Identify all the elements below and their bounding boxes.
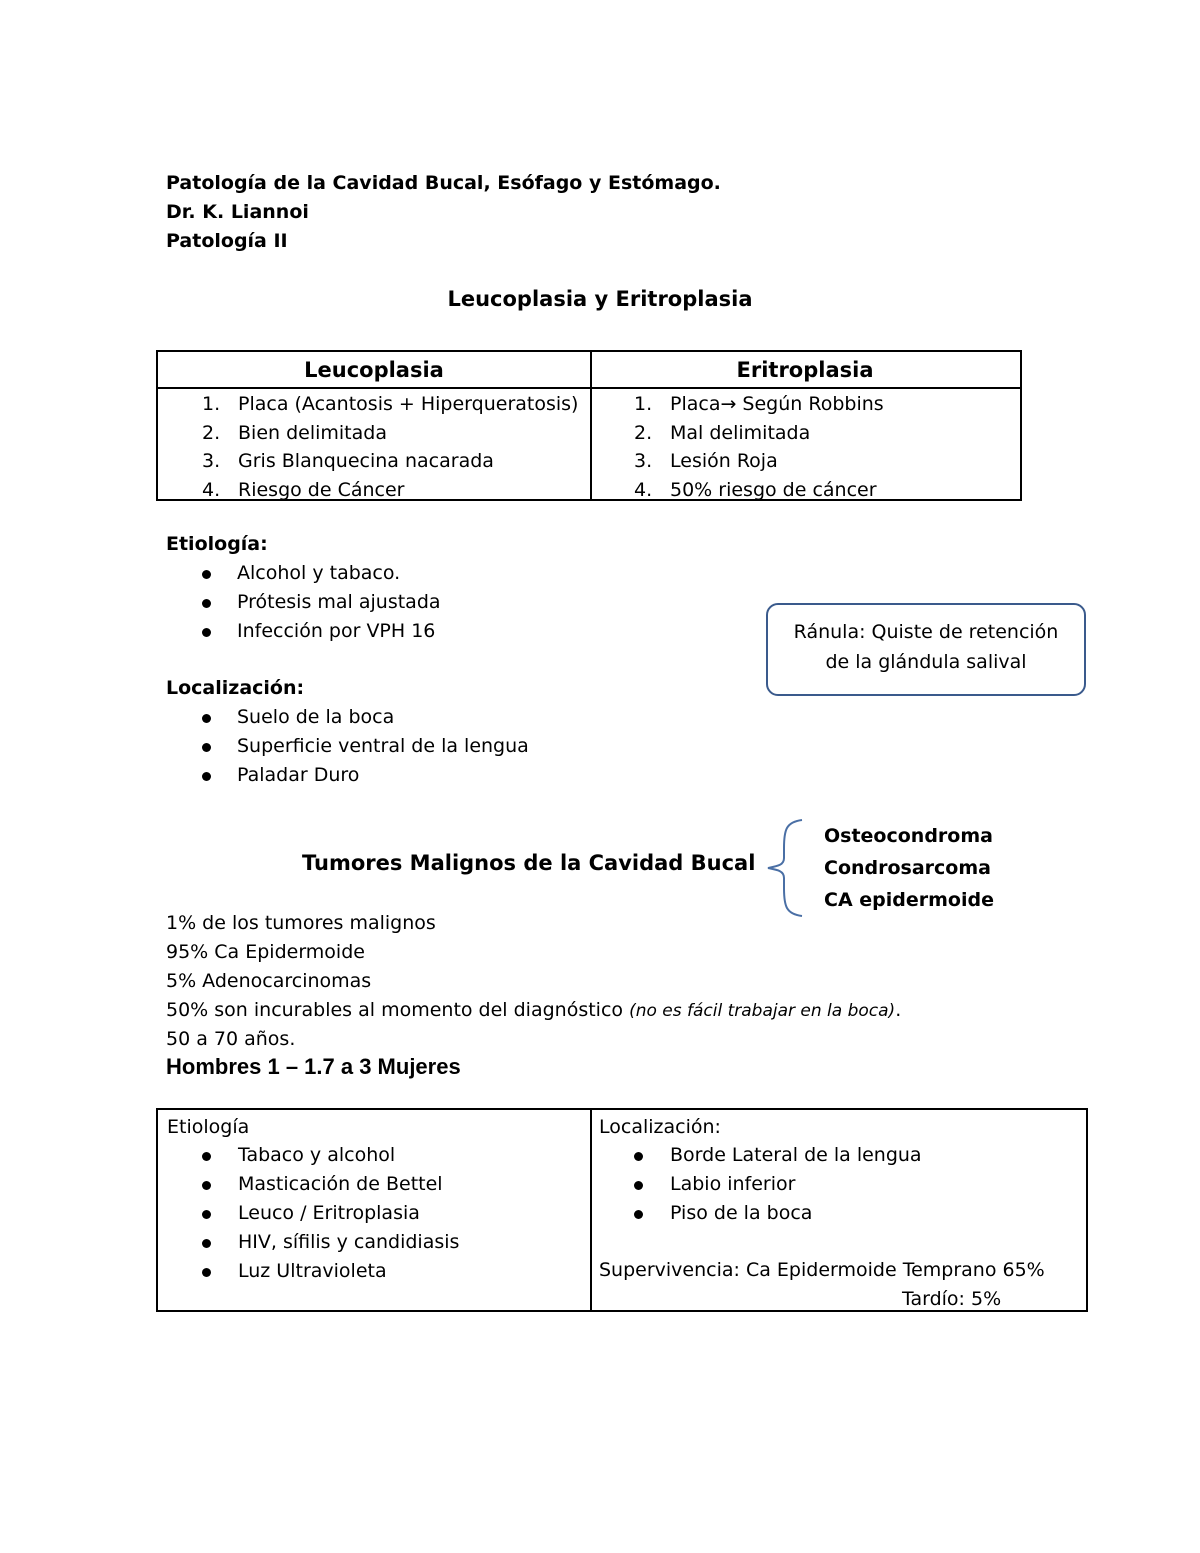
brace-item: Osteocondroma bbox=[824, 825, 993, 847]
list-item: Prótesis mal ajustada bbox=[166, 588, 441, 617]
tumor-localizacion-list bbox=[590, 1141, 922, 1228]
eritroplasia-list bbox=[590, 389, 1020, 504]
curly-brace-icon bbox=[764, 818, 804, 918]
localizacion-label: Localización: bbox=[166, 677, 305, 699]
list-item: Borde Lateral de la lengua bbox=[590, 1141, 922, 1170]
age-line: 50 a 70 años. bbox=[166, 1028, 296, 1050]
list-item: 1. Placa (Acantosis + Hiperqueratosis) bbox=[202, 393, 579, 415]
list-item: 3. Lesión Roja bbox=[634, 450, 778, 472]
list-item: Infección por VPH 16 bbox=[166, 617, 441, 646]
stat-line: 1% de los tumores malignos bbox=[166, 912, 436, 934]
stat-line: 5% Adenocarcinomas bbox=[166, 970, 372, 992]
list-item: 2. Mal delimitada bbox=[634, 421, 811, 444]
section-title-tumores: Tumores Malignos de la Cavidad Bucal bbox=[302, 851, 756, 875]
list-item: Leuco / Eritroplasia bbox=[158, 1199, 459, 1228]
list-item: 4. Riesgo de Cáncer bbox=[202, 478, 405, 501]
tumor-etiologia-list bbox=[158, 1141, 459, 1286]
comparison-table bbox=[156, 350, 1022, 501]
course: Patología II bbox=[166, 230, 288, 252]
table-column-eritroplasia bbox=[590, 352, 1020, 499]
table-header-leucoplasia: Leucoplasia bbox=[158, 352, 590, 389]
list-item: Superficie ventral de la lengua bbox=[166, 732, 529, 761]
list-item: Masticación de Bettel bbox=[158, 1170, 459, 1199]
table-column-etiologia bbox=[158, 1110, 592, 1310]
list-item: Paladar Duro bbox=[166, 761, 529, 790]
sex-ratio: Hombres 1 – 1.7 a 3 Mujeres bbox=[166, 1054, 461, 1079]
stat-line-incurable: 50% son incurables al momento del diagnóstico (no es fácil trabajar en la boca). bbox=[166, 999, 902, 1021]
list-item: 1. Placa→ Según Robbins bbox=[634, 393, 884, 415]
tumor-table bbox=[156, 1108, 1088, 1312]
ranula-note-box bbox=[766, 603, 1086, 696]
list-item: Piso de la boca bbox=[590, 1199, 922, 1228]
table-column-leucoplasia bbox=[158, 352, 592, 499]
table-header-etiologia: Etiología bbox=[167, 1116, 250, 1138]
localizacion-list bbox=[166, 703, 529, 790]
list-item: HIV, sífilis y candidiasis bbox=[158, 1228, 459, 1257]
brace-list bbox=[824, 820, 994, 916]
author: Dr. K. Liannoi bbox=[166, 201, 309, 223]
survival-line: Supervivencia: Ca Epidermoide Temprano 65% bbox=[599, 1259, 1045, 1281]
list-item: Alcohol y tabaco. bbox=[166, 559, 441, 588]
list-item: 3. Gris Blanquecina nacarada bbox=[202, 450, 494, 472]
document-title: Patología de la Cavidad Bucal, Esófago y Estómago. bbox=[166, 172, 721, 194]
brace-item: Condrosarcoma bbox=[824, 857, 991, 879]
etiologia-label: Etiología: bbox=[166, 533, 268, 555]
section-title-leucoplasia: Leucoplasia y Eritroplasia bbox=[447, 287, 753, 311]
table-column-localizacion bbox=[590, 1110, 1086, 1310]
list-item: 4. 50% riesgo de cáncer bbox=[634, 478, 877, 501]
stat-line: 95% Ca Epidermoide bbox=[166, 941, 365, 963]
incurable-note: (no es fácil trabajar en la boca) bbox=[629, 1001, 896, 1021]
survival-late-line: Tardío: 5% bbox=[902, 1288, 1002, 1310]
leucoplasia-list bbox=[158, 389, 590, 504]
list-item: Labio inferior bbox=[590, 1170, 922, 1199]
table-header-eritroplasia: Eritroplasia bbox=[590, 352, 1020, 389]
etiologia-list bbox=[166, 559, 441, 646]
ranula-note-line1: Ránula: Quiste de retención bbox=[793, 621, 1059, 643]
list-item: Suelo de la boca bbox=[166, 703, 529, 732]
brace-item: CA epidermoide bbox=[824, 889, 994, 911]
ranula-note-line2: de la glándula salival bbox=[825, 651, 1027, 673]
list-item: Tabaco y alcohol bbox=[158, 1141, 459, 1170]
list-item: 2. Bien delimitada bbox=[202, 421, 387, 444]
table-header-localizacion: Localización: bbox=[599, 1116, 721, 1138]
list-item: Luz Ultravioleta bbox=[158, 1257, 459, 1286]
